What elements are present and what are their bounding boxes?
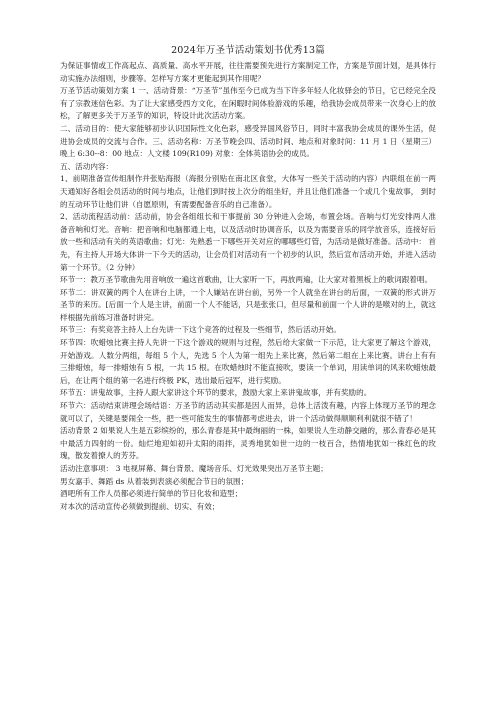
paragraph-note-promo: 对本次的活动宣传必须做到提前、切实、有效； — [60, 501, 220, 511]
paragraph-segment-4: 环节四：吹蜡烛比赛主持人先讲一下这个游戏的规则与过程，然后给大家做一下示范，让大家更了解这个游戏，开始游戏。人数分两组，每组 5 个人，先选 5 个人为第一组先上来比赛，然后第二组在上来比赛。讲台上有有三排蜡烛，每一排蜡烛有 5 根，一共 15 根。在吹蜡烛时不能直接吹，要读一个单词，用读单词的风来吹蜡烛最后，在让两个组的第一名进行终极 PK，选出最后冠军，进行奖励。 — [60, 338, 436, 385]
paragraph-note-costume: 男女嘉手、舞蹈 ds 从着装到表演必须配合节日的氛围； — [60, 476, 249, 486]
paragraph-segment-3: 环节三：有奖竞答主持人上台先讲一下这个竞答的过程及一些细节，然后活动开始。 — [60, 325, 341, 335]
paragraph-segment-6: 环节六：活动结束讲理会场结语：万圣节的活动其实都是因人而异，总体上活泼有趣，内容上体现万圣节的理念就可以了，关键是要闹全一些，把一些可能发生的事情都考虑进去，讲一个活动做得顺顺利利就很不错了！ — [60, 401, 436, 423]
paragraph-process: 2、活动流程活动前：活动前，协会各组组长和干事提前 30 分钟进入会场，布置会场。音响与灯光安排两人准备音响和灯光。音响：把音响和电脑都通上电，以及活动时协调音乐，以及为需要音乐的同学放音乐，连接好后放一些和活动有关的英语歌曲；灯光：先熟悉一下哪些开关对应的哪哪些灯管，为活动是做好准备。活动中： 首先，有主持人开场大体讲一下今天的活动，让会员们对活动有一个初步的认识，然后宣布活动开始，并进入活动第一个环节。（2 分钟） — [60, 212, 436, 272]
paragraph-segment-1: 环节一：教万圣节歌曲先用音响放一遍这首歌曲，让大家听一下，再放两遍，让大家对着黑板上的歌词跟着唱。 — [60, 275, 433, 285]
paragraph-plan-2: 活动背景 2 如果说人生是五彩缤纷的，那么青春是其中最绚丽的一株，如果说人生动静交融的，那么青春必是其中最活力四射的一份。灿烂地迎如初升太阳的雨拌，灵秀地犹如世一边的一枝百合，热情地犹如一株红色的玫瑰，散发着撩人的芳芬。 — [60, 426, 436, 461]
paragraph-note-staff: 酒吧所有工作人员都必须进行简单的节日化妆和造型； — [60, 489, 243, 499]
document-title: 2024年万圣节活动策划书优秀13篇 — [171, 45, 325, 56]
paragraph-preparation: 1、前期准备宣传组制作并张贴海报（海报分别贴在南北区食堂，大体写一些关于活动的内容）内联组在前一两天通知好各组会员活动的时间与地点，让他们到时按上次分的组坐好，并且让他们准备一个或几个鬼故事， 到时的互动环节让他们讲（自愿原则，有需要配备音乐的自己准备）。 — [60, 174, 436, 209]
paragraph-content-heading: 五、活动内容： — [60, 161, 114, 171]
paragraph-segment-5: 环节五：讲鬼故事，主持人跟大家讲这个环节的要求，鼓励大家上来讲鬼故事，并有奖励的。 — [60, 388, 372, 398]
paragraph-segment-2: 环节二：讲双簧的两个人在讲台上讲，一个人嫌站在讲台前，另外一个人就坐在讲台的后面，一双簧的形式讲万圣节的来历。[后面一个人是主讲，前面一个人不能话，只是张张口，但尽量和前面一个人讲的是喉对的上，就这样根据先前练习准备时讲完。 — [60, 287, 436, 322]
paragraph-purpose: 二、活动目的：使大家能够初步认识国际性文化色彩，感受异国风俗节日，同时丰富我协会成员的课外生活，促进协会成员的交流与合作。三、活动名称：万圣节晚会四、活动时间、地点和对象时间：11 月 1 日（星期三）晚上 6:30--8：00 地点：人文楼 109(R109) 对象：全体英语协会的成员。 — [60, 123, 436, 159]
paragraph-intro: 为保证事情或工作高起点、高质量、高水平开展，往往需要预先进行方案制定工作，方案是节面计划，是具体行动实施办法细则，步骤等。怎样写方案才更能起到其作用呢？ — [60, 61, 436, 83]
paragraph-background: 万圣节活动策划方案 1 一、活动背景：“万圣节”虽伟至今已成为当下许多年轻人化妆驿会的节日，它已经完全没有了宗教迷信色彩。为了让大家感受西方文化，在闲暇时间体验游戏的乐趣，给我协会成员带来一次身心上的放松，了解更多关于万圣节的知识，特设计此次活动方案。 — [60, 86, 436, 121]
document-body — [60, 60, 436, 513]
paragraph-notes: 活动注意事项： 3 电视屏幕、舞台背景、魔场音乐、灯光效果突出万圣节主题； — [60, 464, 328, 473]
